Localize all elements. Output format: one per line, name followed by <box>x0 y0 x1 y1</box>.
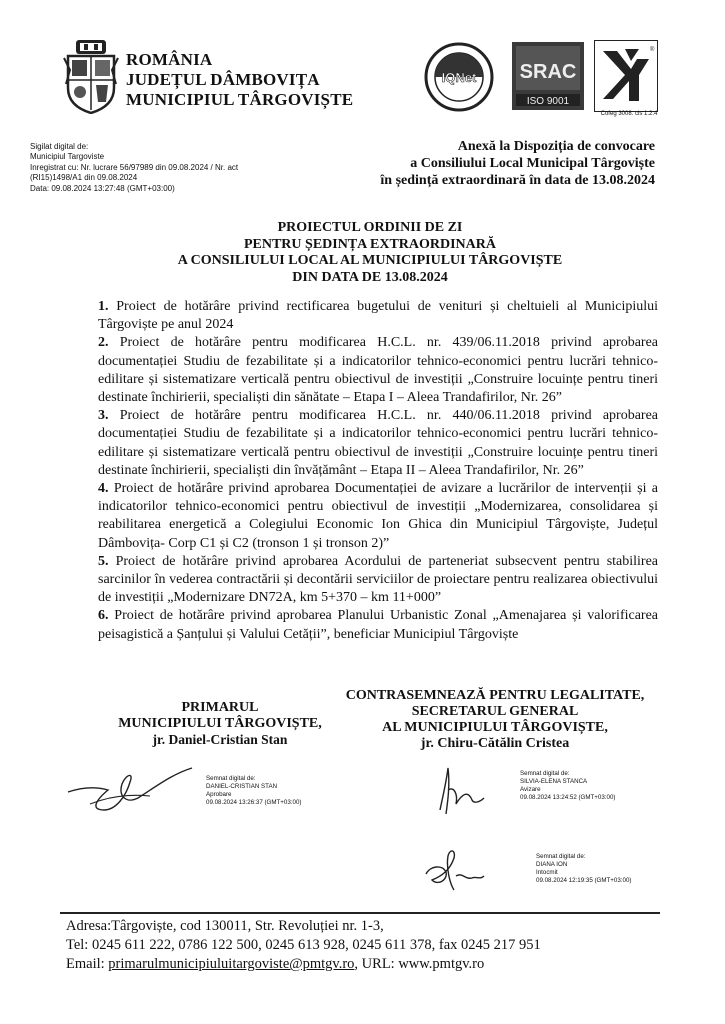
seal-line: Municipiul Targoviste <box>30 152 105 162</box>
srac-label: SRAC <box>519 61 577 83</box>
mayor-name: jr. Daniel-Cristian Stan <box>152 732 288 747</box>
cofeg-caption: Cofeg 3008. cls 1.2.4 <box>600 111 658 117</box>
digital-signature-stamp <box>520 770 615 802</box>
agenda-item-text: Proiect de hotărâre pentru modificarea H.C.L. nr. 440/06.11.2018 privind aprobarea documentației Studiu de fezabilitate și a indicatorilor tehnico-economici pentru lucrări tehnico-edilitare și sistematizare verticală pentru obiectivul de investiții „Construire locuințe pentru tineri destinate închirierii, specialiști din învățământ – Etapa II – Aleea Trandafirilor, Nr. 26” <box>98 408 658 478</box>
agenda-list <box>98 298 658 644</box>
agenda-item-text: Proiect de hotărâre privind aprobarea Documentației de avizare a lucrărilor de intervenții și a indicatorilor tehnico-economici pentru obiectivul de investiții „Modernizarea, consolidarea și reabilitarea energetică a Colegiului Economic Ion Ghica din Municipiul Târgoviște, Județul Dâmbovița- Corp C1 și C2 (tronson 1 și tronson 2)” <box>98 481 659 551</box>
digital-signature-stamp <box>206 775 301 807</box>
agenda-item-number: 6. <box>98 608 109 624</box>
header-country: ROMÂNIA <box>126 50 213 69</box>
secretary-title-line3: AL MUNICIPIULUI TÂRGOVIȘTE, <box>382 720 608 735</box>
seal-line: Inregistrat cu: Nr. lucrare 56/97989 din 09.08.2024 / Nr. act <box>30 162 239 172</box>
contact-footer <box>66 917 541 974</box>
annex-line: în ședință extraordinară în data de 13.08.2024 <box>380 173 655 188</box>
annex-line: a Consiliului Local Municipal Târgoviște <box>410 156 655 171</box>
footer-divider <box>60 912 660 914</box>
agenda-item <box>98 607 658 643</box>
title-line: PENTRU ȘEDINȚA EXTRAORDINARĂ <box>243 236 497 252</box>
mayor-signature-block <box>100 700 340 748</box>
signature-timestamp: 09.08.2024 12:19:35 (GMT+03:00) <box>536 877 632 884</box>
secretary-title: CONTRASEMNEAZĂ PENTRU LEGALITATE, <box>345 688 645 703</box>
iqnet-logo <box>424 42 494 112</box>
agenda-item <box>98 298 658 334</box>
signature-signer: SILVIA-ELENA STANCA <box>520 778 588 785</box>
annex-heading <box>340 138 655 189</box>
signature-label: Semnat digital de: <box>520 770 570 777</box>
agenda-item-number: 3. <box>98 408 109 424</box>
institution-header <box>126 50 353 110</box>
title-line: PROIECTUL ORDINII DE ZI <box>277 220 463 235</box>
title-line: A CONSILIULUI LOCAL AL MUNICIPIULUI TÂRGOVIȘTE <box>177 253 563 268</box>
agenda-item-text: Proiect de hotărâre privind aprobarea Acordului de parteneriat subsecvent pentru stabilirea sarcinilor în vederea contractării și decontării serviciilor de proiectare pentru realizarea obiectivului de investiții „Modernizare DN72A, km 5+370 – km 11+000” <box>98 553 659 606</box>
footer-phones: Tel: 0245 611 222, 0786 122 500, 0245 613 928, 0245 611 378, fax 0245 217 951 <box>66 937 541 953</box>
footer-email-link[interactable]: primarulmunicipiuluitargoviste@pmtgv.ro <box>108 956 355 972</box>
header-municipality: MUNICIPIUL TÂRGOVIȘTE <box>126 90 354 109</box>
secretary-name: jr. Chiru-Cătălin Cristea <box>420 736 570 751</box>
iqnet-label: IQNet <box>441 70 477 85</box>
agenda-item-number: 5. <box>98 553 109 569</box>
agenda-item-text: Proiect de hotărâre privind rectificarea bugetului de venituri și cheltuieli al Municipiului Târgoviște pe anul 2024 <box>98 299 659 333</box>
svg-text:®: ® <box>650 47 655 53</box>
secretary-handwritten-signature <box>428 760 488 820</box>
agenda-item <box>98 334 658 407</box>
mayor-title-line2: MUNICIPIULUI TÂRGOVIȘTE, <box>118 716 322 731</box>
secretary-title-line2: SECRETARUL GENERAL <box>411 704 579 719</box>
agenda-item-number: 2. <box>98 335 109 351</box>
digital-signature-stamp <box>536 853 631 885</box>
agenda-item <box>98 480 658 553</box>
signature-role: Avizare <box>520 786 541 793</box>
agenda-item-number: 4. <box>98 481 109 497</box>
mayor-title: PRIMARUL <box>181 700 259 715</box>
agenda-item-text: Proiect de hotărâre pentru modificarea H.C.L. nr. 439/06.11.2018 privind aprobarea documentației Studiu de fezabilitate și a indicatorilor tehnico-economici pentru lucrări tehnico-edilitare și sistematizare verticală pentru obiectivul de investiții „Construire locuințe pentru tineri destinate închirierii, specialiști din sănătate – Etapa I – Aleea Trandafirilor, Nr. 26” <box>98 335 658 406</box>
signature-label: Semnat digital de: <box>206 775 256 782</box>
srac-logo <box>512 42 584 110</box>
secretary-signature-block <box>335 688 655 752</box>
document-title <box>150 220 590 286</box>
author-handwritten-signature <box>420 840 490 900</box>
signature-label: Semnat digital de: <box>536 853 586 860</box>
signature-role: Aprobare <box>206 791 232 798</box>
footer-email-label: Email: <box>66 956 109 972</box>
signature-signer: DANIEL-CRISTIAN STAN <box>206 783 278 790</box>
footer-address: Adresa:Târgoviște, cod 130011, Str. Revoluției nr. 1-3, <box>66 918 384 934</box>
coat-of-arms-icon <box>62 40 120 114</box>
mayor-handwritten-signature <box>60 760 205 820</box>
annex-line: Anexă la Dispoziția de convocare <box>457 139 655 154</box>
cofeg-logo <box>594 40 658 112</box>
header-county: JUDEȚUL DÂMBOVIȚA <box>126 70 320 89</box>
seal-line: (RI15)1498/A1 din 09.08.2024 <box>30 173 138 183</box>
signature-timestamp: 09.08.2024 13:26:37 (GMT+03:00) <box>206 799 302 806</box>
agenda-item-text: Proiect de hotărâre privind aprobarea Planului Urbanistic Zonal „Amenajarea și valorificarea peisagistică a Șanțului și Valului Cetății”, beneficiar Municipiul Târgoviște <box>98 608 659 642</box>
srac-iso-label: ISO 9001 <box>526 96 570 107</box>
digital-seal-info <box>30 142 238 194</box>
signature-role: Intocmit <box>536 869 558 876</box>
agenda-item <box>98 407 658 480</box>
footer-contact-line <box>66 955 541 974</box>
seal-line: Sigilat digital de: <box>30 142 89 151</box>
title-line: DIN DATA DE 13.08.2024 <box>292 269 448 285</box>
signature-signer: DIANA ION <box>536 861 568 868</box>
signature-timestamp: 09.08.2024 13:24:52 (GMT+03:00) <box>520 794 616 801</box>
seal-line: Data: 09.08.2024 13:27:48 (GMT+03:00) <box>30 183 175 193</box>
agenda-item-number: 1. <box>98 299 109 314</box>
footer-url: , URL: www.pmtgv.ro <box>354 956 485 972</box>
agenda-item <box>98 553 658 608</box>
